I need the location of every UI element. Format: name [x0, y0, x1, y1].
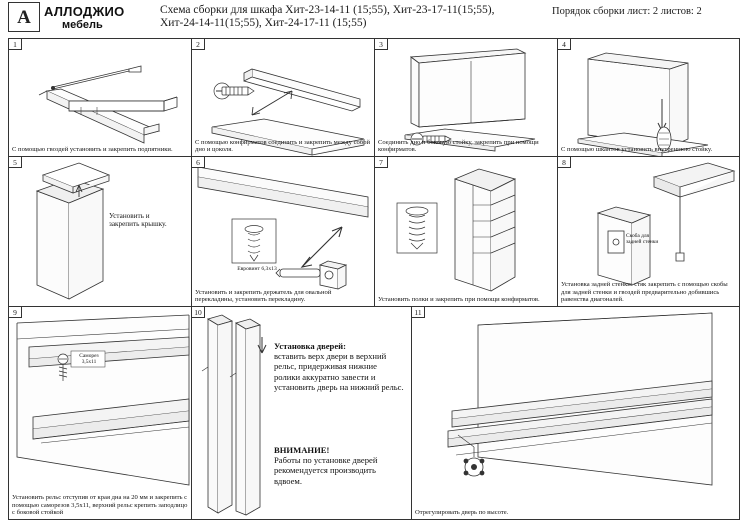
step-cell-8 [558, 157, 739, 307]
sheet-header [0, 0, 748, 38]
step-illustration-4 [558, 39, 739, 156]
step-caption-7: Установить полки и закрепить при помощи конфирматов. [378, 296, 540, 304]
step-caption-2: С помощью конфирматов соединить и закрепить между собой дно и цоколя. [195, 138, 371, 154]
sheet-title [160, 4, 540, 29]
step-number-4: 4 [558, 39, 571, 50]
company-logo [8, 2, 40, 32]
step-number-10: 10 [192, 307, 205, 318]
sheet-order-info: Порядок сборки лист: 2 листов: 2 [552, 6, 702, 17]
step-inner-note-8: Скоба для задней стенки [626, 233, 659, 246]
step-illustration-7 [375, 157, 557, 306]
logo-letter: A [17, 6, 31, 28]
warning-body: Работы по установке дверей рекомендуется производить вдвоем. [274, 455, 378, 486]
brand-subtitle: мебель [62, 19, 103, 31]
steps-grid [8, 38, 740, 520]
door-install-body: вставить верх двери в верхний рельс, придерживая нижние ролики аккуратно завести и установить дверь на нижний рельс. [274, 351, 404, 392]
step-illustration-10 [192, 307, 411, 519]
step-number-5: 5 [9, 157, 22, 168]
step-number-6: 6 [192, 157, 205, 168]
step-number-2: 2 [192, 39, 205, 50]
sheet-title-line1: Схема сборки для шкафа Хит-23-14-11 (15;55), Хит-23-17-11(15;55), [160, 4, 495, 16]
step-cell-1 [9, 39, 192, 157]
step-number-8: 8 [558, 157, 571, 168]
step-caption-1: С помощью гвоздей установить и закрепить подпятники. [12, 146, 173, 154]
step-cell-4 [558, 39, 739, 157]
step-illustration-6 [192, 157, 374, 306]
sheet-title-line2: Хит-24-14-11(15;55), Хит-24-17-11 (15;55) [160, 16, 367, 29]
door-install-title: Установка дверей: [274, 341, 346, 351]
step-number-9: 9 [9, 307, 22, 318]
step-inner-note-5: Установить и закрепить крышку. [109, 212, 167, 229]
step-cell-5 [9, 157, 192, 307]
warning-title: ВНИМАНИЕ! [274, 445, 330, 455]
brand-name: АЛЛОДЖИО [44, 4, 125, 19]
step-caption-6: Установить и закрепить держатель для овальной перекладины, установить перекладину. [195, 288, 332, 304]
step-illustration-1 [9, 39, 191, 156]
step-inner-note-9: Саморез 3,5х11 [79, 353, 99, 365]
step-cell-6 [192, 157, 375, 307]
brand-block [44, 4, 125, 31]
step-caption-4: С помощью шкантов установить внутреннюю стойку. [561, 146, 713, 154]
step-cell-9 [9, 307, 192, 519]
door-install-text-block [274, 341, 404, 392]
step-cell-7 [375, 157, 558, 307]
step-illustration-9 [9, 307, 191, 519]
step-caption-3: Соединить дно и боковую стойку, закрепить при помощи конфирматов. [378, 138, 539, 154]
step-illustration-11 [412, 307, 739, 519]
step-number-3: 3 [375, 39, 388, 50]
step-cell-11 [412, 307, 739, 519]
step-cell-2 [192, 39, 375, 157]
step-caption-9: Установить рельс отступив от края дна на 20 мм и закрепить с помощью саморезов 3,5х11, верхний рельс крепить заподлицо с боковой стойкой [12, 494, 188, 517]
step-inner-note-6: Евровинт 6,3х13 [237, 266, 277, 272]
step-cell-10 [192, 307, 412, 519]
step-number-7: 7 [375, 157, 388, 168]
step-number-1: 1 [9, 39, 22, 50]
step-cell-3 [375, 39, 558, 157]
step-caption-11: Отрегулировать дверь по высоте. [415, 509, 509, 517]
step-number-11: 11 [412, 307, 425, 318]
step-caption-8: Установка задней стенки: стяк закрепить с помощью скобы для задней стенки и гвоздей предварительно добившись равенства диагоналей. [561, 281, 728, 304]
step-illustration-5 [9, 157, 191, 306]
warning-text-block [274, 445, 404, 486]
